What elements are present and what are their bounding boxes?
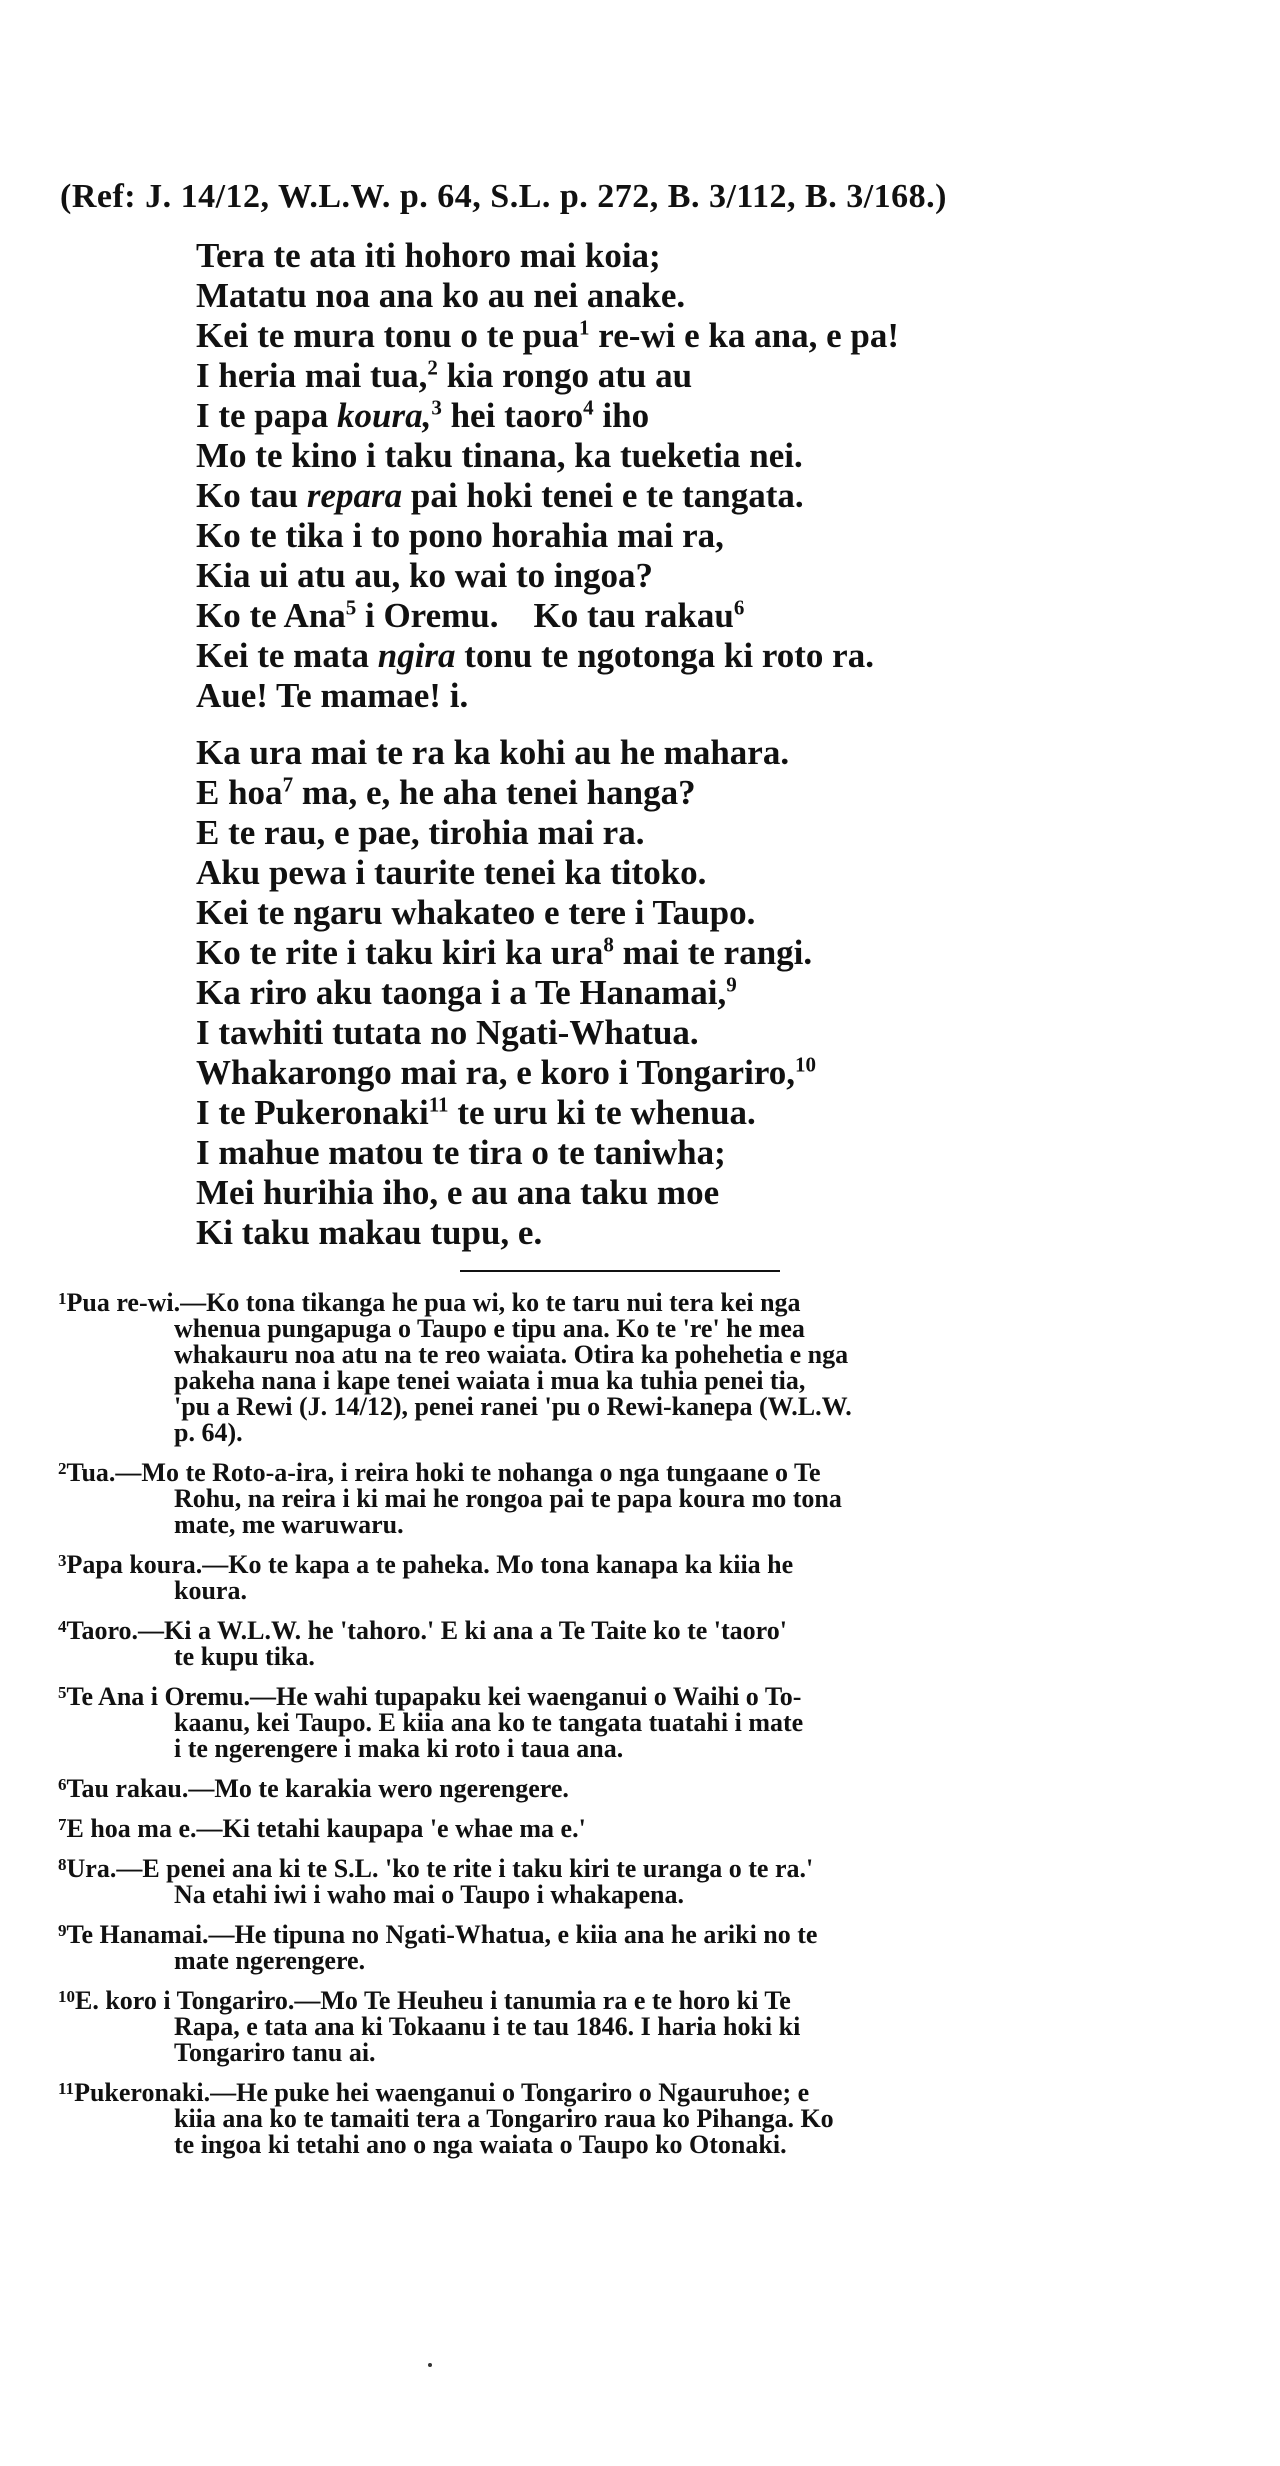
footnote-text: Tongariro tanu ai. [174, 2038, 376, 2067]
footnote-line [58, 1342, 1208, 1368]
footnote-text: mate ngerengere. [174, 1946, 366, 1975]
poem-line [196, 356, 899, 396]
footnote-marker: 8 [603, 932, 614, 957]
footnote-marker: 11 [428, 1092, 449, 1117]
footnote-line [58, 1578, 1208, 1604]
footnote-text: te ingoa ki tetahi ano o nga waiata o Taupo ko Otonaki. [174, 2130, 787, 2159]
poem-line-text: iho [593, 396, 650, 435]
footnote-text: Tua.—Mo te Roto-a-ira, i reira hoki te nohanga o nga tungaane o Te [66, 1458, 821, 1487]
footnote [58, 2080, 1208, 2158]
footnote-marker: 2 [427, 355, 438, 380]
poem-line [196, 316, 899, 356]
footnote [58, 1988, 1208, 2066]
footnote-line [58, 1316, 1208, 1342]
footnote-text: Ura.—E penei ana ki te S.L. 'ko te rite i taku kiri te uranga o te ra.' [66, 1854, 814, 1883]
poem-line [196, 596, 899, 636]
footnote-number: 4 [58, 1617, 67, 1636]
footnote-marker: 3 [431, 395, 442, 420]
poem-italic-word: koura, [337, 396, 432, 435]
footnote-line [58, 1644, 1208, 1670]
footnote-line [58, 1368, 1208, 1394]
footnote-text: i te ngerengere i maka ki roto i taua ana. [174, 1734, 624, 1763]
footnote-text: whakauru noa atu na te reo waiata. Otira ka pohehetia e nga [174, 1340, 849, 1369]
poem-line-text: hei taoro [441, 396, 584, 435]
footnote-text: Te Ana i Oremu.—He wahi tupapaku kei waenganui o Waihi o To- [66, 1682, 802, 1711]
footnote-line [58, 1882, 1208, 1908]
footnote-text: koura. [174, 1576, 247, 1605]
poem-line-text: Aue! Te mamae! i. [196, 676, 469, 715]
footnote-line [58, 2040, 1208, 2066]
footnote-text: 'pu a Rewi (J. 14/12), penei ranei 'pu o Rewi-kanepa (W.L.W. [174, 1392, 852, 1421]
footnote-line [58, 2014, 1208, 2040]
footnote-text: Rapa, e tata ana ki Tokaanu i te tau 1846. I haria hoki ki [174, 2012, 801, 2041]
footnote-line [58, 1856, 1208, 1882]
footnote-number: 8 [58, 1855, 67, 1874]
footnotes-section [58, 1290, 1208, 2172]
poem-line [196, 853, 816, 893]
footnote-marker: 7 [282, 772, 294, 797]
footnote-number: 11 [58, 2079, 75, 2098]
poem-line-text: Kia ui atu au, ko wai to ingoa? [196, 556, 654, 595]
footnote-marker: 9 [726, 972, 737, 997]
footnote-line [58, 1736, 1208, 1762]
footnote-text: Pua re-wi.—Ko tona tikanga he pua wi, ko te taru nui tera kei nga [66, 1288, 801, 1317]
poem-line-text: Mei hurihia iho, e au ana taku moe [196, 1173, 720, 1212]
poem-line [196, 1213, 816, 1253]
poem-line [196, 516, 899, 556]
footnote-number: 1 [58, 1289, 67, 1308]
poem-line-text: Ka riro aku taonga i a Te Hanamai, [196, 973, 727, 1012]
poem-line-text: mai te rangi. [613, 933, 813, 972]
poem-line [196, 236, 899, 276]
poem-line [196, 733, 816, 773]
footnote-text: Pukeronaki.—He puke hei waenganui o Tongariro o Ngauruhoe; e [74, 2078, 810, 2107]
poem-line [196, 1133, 816, 1173]
footnote [58, 1776, 1208, 1802]
print-speck [428, 2363, 432, 2367]
poem-line-text: I tawhiti tutata no Ngati-Whatua. [196, 1013, 699, 1052]
poem-line-text: I te papa [196, 396, 337, 435]
poem-line-text: I te Pukeronaki [196, 1093, 429, 1132]
footnote-line [58, 1816, 1208, 1842]
poem-line-text: Kei te mata [196, 636, 378, 675]
poem-line [196, 893, 816, 933]
footnote-number: 9 [58, 1921, 67, 1940]
poem-line [196, 396, 899, 436]
footnote-text: kiia ana ko te tamaiti tera a Tongariro raua ko Pihanga. Ko [174, 2104, 834, 2133]
footnote-line [58, 1420, 1208, 1446]
footnote-text: te kupu tika. [174, 1642, 315, 1671]
poem-line-text: Whakarongo mai ra, e koro i Tongariro, [196, 1053, 795, 1092]
footnote-marker: 5 [345, 595, 357, 620]
section-divider [460, 1270, 780, 1272]
poem-line [196, 556, 899, 596]
poem-line-text: Mo te kino i taku tinana, ka tueketia nei. [196, 436, 803, 475]
poem-line [196, 813, 816, 853]
footnote-line [58, 1290, 1208, 1316]
footnote-line [58, 1776, 1208, 1802]
poem-line-text: Tera te ata iti hohoro mai koia; [196, 236, 661, 275]
footnote-text: E. koro i Tongariro.—Mo Te Heuheu i tanumia ra e te horo ki Te [75, 1986, 791, 2015]
poem-line-text: Ko te Ana [196, 596, 346, 635]
poem-line-text: Ki taku makau tupu, e. [196, 1213, 543, 1252]
footnote-number: 3 [58, 1551, 67, 1570]
footnote-text: mate, me waruwaru. [174, 1510, 404, 1539]
footnote [58, 1290, 1208, 1446]
poem-line-text: Ko te rite i taku kiri ka ura [196, 933, 604, 972]
poem-line-text: Ka ura mai te ra ka kohi au he mahara. [196, 733, 790, 772]
poem-line-text: Aku pewa i taurite tenei ka titoko. [196, 853, 707, 892]
footnote-number: 10 [58, 1987, 75, 2006]
footnote-line [58, 1948, 1208, 1974]
footnote-number: 7 [58, 1815, 67, 1834]
poem-line [196, 773, 816, 813]
poem-line-text: ma, e, he aha tenei hanga? [293, 773, 696, 812]
footnote-marker: 1 [579, 315, 590, 340]
footnote-number: 6 [58, 1775, 67, 1794]
poem-line-text: Kei te ngaru whakateo e tere i Taupo. [196, 893, 756, 932]
poem-line-text: kia rongo atu au [437, 356, 693, 395]
poem-italic-word: repara [306, 476, 403, 515]
poem-line-text: i Oremu. Ko tau rakau [356, 596, 734, 635]
footnote-number: 2 [58, 1459, 67, 1478]
poem-line [196, 1013, 816, 1053]
poem-line [196, 636, 899, 676]
footnote-line [58, 1988, 1208, 2014]
poem-line-text: Ko tau [196, 476, 307, 515]
footnote-line [58, 1486, 1208, 1512]
footnote-text: Rohu, na reira i ki mai he rongoa pai te papa koura mo tona [174, 1484, 842, 1513]
footnote-line [58, 1394, 1208, 1420]
footnote-line [58, 1922, 1208, 1948]
footnote [58, 1816, 1208, 1842]
footnote-text: Tau rakau.—Mo te karakia wero ngerengere. [66, 1774, 569, 1803]
footnote-line [58, 1552, 1208, 1578]
poem-line-text: te uru ki te whenua. [448, 1093, 756, 1132]
poem-line [196, 1093, 816, 1133]
poem-line-text: tonu te ngotonga ki roto ra. [455, 636, 874, 675]
footnote-line [58, 2106, 1208, 2132]
poem-line-text: Ko te tika i to pono horahia mai ra, [196, 516, 724, 555]
footnote-line [58, 1512, 1208, 1538]
footnote [58, 1552, 1208, 1604]
poem-line [196, 676, 899, 716]
footnote-marker: 4 [583, 395, 594, 420]
poem-line [196, 476, 899, 516]
footnote-text: kaanu, kei Taupo. E kiia ana ko te tangata tuatahi i mate [174, 1708, 804, 1737]
poem-line-text: Kei te mura tonu o te pua [196, 316, 580, 355]
poem-line-text: Matatu noa ana ko au nei anake. [196, 276, 686, 315]
footnote [58, 1618, 1208, 1670]
footnote-text: p. 64). [174, 1418, 243, 1447]
poem-line [196, 1053, 816, 1093]
footnote-marker: 6 [733, 595, 745, 620]
poem-italic-word: ngira [377, 636, 456, 675]
poem-line-text: E te rau, e pae, tirohia mai ra. [196, 813, 645, 852]
footnote [58, 1856, 1208, 1908]
footnote [58, 1684, 1208, 1762]
footnote-text: Taoro.—Ki a W.L.W. he 'tahoro.' E ki ana a Te Taite ko te 'taoro' [66, 1616, 787, 1645]
footnote-line [58, 1460, 1208, 1486]
footnote-text: whenua pungapuga o Taupo e tipu ana. Ko te 're' he mea [174, 1314, 805, 1343]
footnote-line [58, 1684, 1208, 1710]
footnote-text: Na etahi iwi i waho mai o Taupo i whakapena. [174, 1880, 685, 1909]
poem-line [196, 1173, 816, 1213]
poem-line-text: E hoa [196, 773, 283, 812]
reference-line: (Ref: J. 14/12, W.L.W. p. 64, S.L. p. 272, B. 3/112, B. 3/168.) [60, 178, 947, 215]
footnote-text: E hoa ma e.—Ki tetahi kaupapa 'e whae ma e.' [66, 1814, 586, 1843]
footnote [58, 1460, 1208, 1538]
footnote [58, 1922, 1208, 1974]
poem-line [196, 276, 899, 316]
footnote-text: pakeha nana i kape tenei waiata i mua ka tuhia penei tia, [174, 1366, 806, 1395]
poem-line-text: pai hoki tenei e te tangata. [402, 476, 804, 515]
poem-line-text: I mahue matou te tira o te taniwha; [196, 1133, 726, 1172]
poem-stanza-2 [196, 733, 816, 1253]
poem-stanza-1 [196, 236, 899, 716]
poem-line [196, 933, 816, 973]
poem-line-text: I heria mai tua, [196, 356, 428, 395]
poem-line [196, 973, 816, 1013]
footnote-marker: 10 [794, 1052, 816, 1077]
footnote-text: Papa koura.—Ko te kapa a te paheka. Mo tona kanapa ka kiia he [66, 1550, 794, 1579]
poem-line [196, 436, 899, 476]
footnote-line [58, 1618, 1208, 1644]
footnote-line [58, 2132, 1208, 2158]
footnote-line [58, 1710, 1208, 1736]
footnote-text: Te Hanamai.—He tipuna no Ngati-Whatua, e kiia ana he ariki no te [66, 1920, 818, 1949]
footnote-number: 5 [58, 1683, 67, 1702]
poem-line-text: re-wi e ka ana, e pa! [589, 316, 900, 355]
footnote-line [58, 2080, 1208, 2106]
